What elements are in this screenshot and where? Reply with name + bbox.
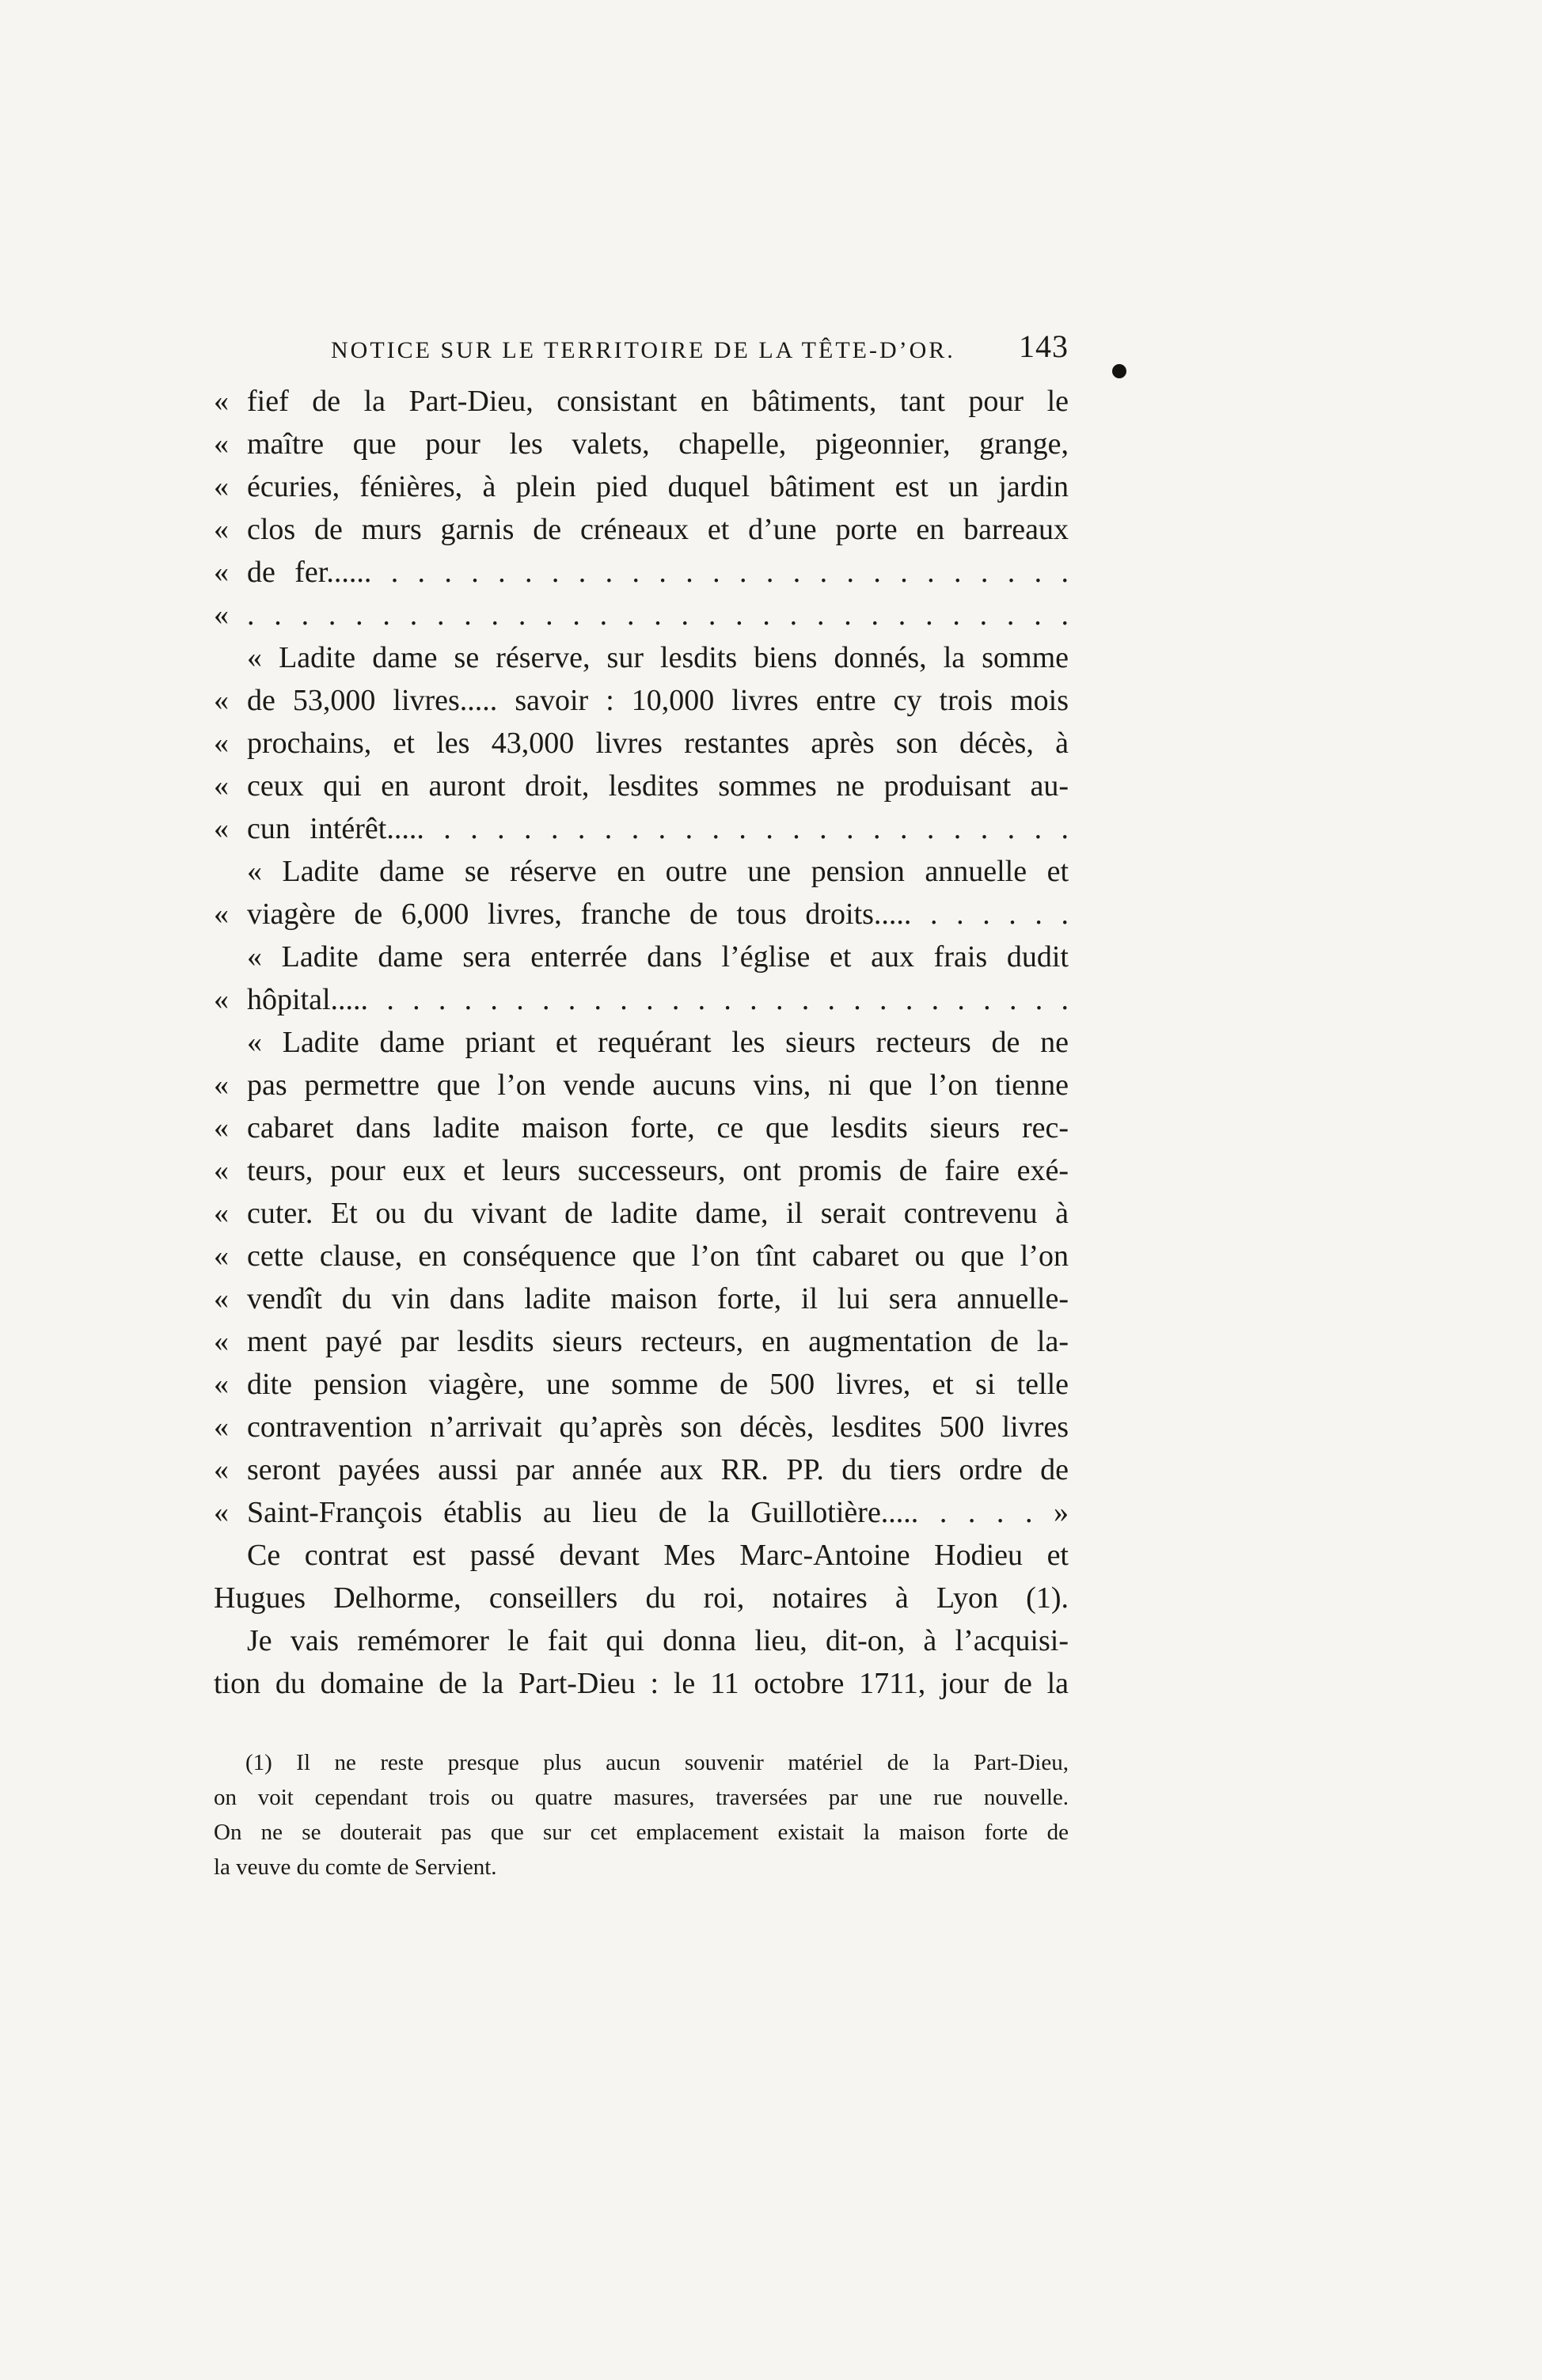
line-text: Hugues Delhorme, conseillers du roi, notaires à Lyon (1). [214, 1581, 1069, 1615]
text-line [214, 807, 1069, 850]
text-line [214, 551, 1069, 594]
quote-mark: « [214, 1496, 229, 1529]
line-text: « Ladite dame priant et requérant les sieurs recteurs de ne [247, 1026, 1069, 1059]
text-line [214, 679, 1069, 722]
text-line [214, 1320, 1069, 1363]
line-text: cun intérêt..... . . . . . . . . . . . . . . . . . . . . . . . . [247, 812, 1069, 845]
line-text: viagère de 6,000 livres, franche de tous droits..... . . . . . . [247, 898, 1069, 931]
line-text: « Ladite dame se réserve en outre une pension annuelle et [247, 855, 1069, 888]
text-line [214, 1021, 1069, 1064]
text-line [214, 850, 1069, 893]
quote-mark: « [214, 385, 229, 418]
line-text: seront payées aussi par année aux RR. PP. du tiers ordre de [247, 1453, 1069, 1486]
text-line [214, 978, 1069, 1021]
quote-mark: « [214, 1239, 229, 1273]
text-line [214, 1064, 1069, 1106]
page-number: 143 [1019, 328, 1069, 364]
quote-mark: « [214, 1282, 229, 1315]
text-line [214, 1235, 1069, 1277]
line-text: Je vais remémorer le fait qui donna lieu, dit-on, à l’acquisi- [247, 1624, 1069, 1657]
quote-mark: « [214, 427, 229, 461]
quote-mark: « [214, 1325, 229, 1358]
line-text: ment payé par lesdits sieurs recteurs, en augmentation de la- [247, 1325, 1069, 1358]
footnote-line [214, 1850, 1069, 1885]
line-text: de fer...... . . . . . . . . . . . . . . . . . . . . . . . . . . [247, 556, 1069, 589]
body-text [214, 380, 1069, 1705]
line-text: « Ladite dame sera enterrée dans l’église et aux frais dudit [247, 940, 1069, 974]
line-text: teurs, pour eux et leurs successeurs, ont promis de faire exé- [247, 1154, 1069, 1187]
quote-mark: « [214, 1453, 229, 1486]
quote-mark: « [214, 1368, 229, 1401]
running-head: NOTICE SUR LE TERRITOIRE DE LA TÊTE-D’OR. [331, 337, 955, 363]
line-text: ceux qui en auront droit, lesdites sommes ne produisant au- [247, 769, 1069, 803]
text-line [214, 1106, 1069, 1149]
line-text: écuries, fénières, à plein pied duquel bâtiment est un jardin [247, 470, 1069, 503]
ink-blot [1112, 364, 1126, 378]
quote-mark: « [214, 513, 229, 546]
line-text: Ce contrat est passé devant Mes Marc-Antoine Hodieu et [247, 1539, 1069, 1572]
line-text: cuter. Et ou du vivant de ladite dame, il serait contrevenu à [247, 1197, 1069, 1230]
line-text: prochains, et les 43,000 livres restantes après son décès, à [247, 727, 1069, 760]
line-text: de 53,000 livres..... savoir : 10,000 livres entre cy trois mois [247, 684, 1069, 717]
quote-mark: « [214, 1154, 229, 1187]
quote-mark: « [214, 598, 229, 632]
quote-mark: « [214, 812, 229, 845]
line-text: . . . . . . . . . . . . . . . . . . . . . . . . . . . . . . . [247, 598, 1069, 632]
line-text: cette clause, en conséquence que l’on tînt cabaret ou que l’on [247, 1239, 1069, 1273]
quote-mark: « [214, 898, 229, 931]
page-header [214, 326, 1069, 374]
text-line [214, 1363, 1069, 1406]
text-line [214, 380, 1069, 423]
footnote-line [214, 1745, 1069, 1780]
text-line [214, 508, 1069, 551]
line-text: clos de murs garnis de créneaux et d’une porte en barreaux [247, 513, 1069, 546]
footnote-text: on voit cependant trois ou quatre masures, traversées par une rue nouvelle. [214, 1785, 1069, 1810]
text-line [214, 893, 1069, 936]
text-line [214, 936, 1069, 978]
line-text: cabaret dans ladite maison forte, ce que lesdits sieurs rec- [247, 1111, 1069, 1144]
line-text: Saint-François établis au lieu de la Guillotière..... . . . . » [247, 1496, 1069, 1529]
text-line [214, 636, 1069, 679]
footnote-line [214, 1815, 1069, 1850]
footnote-text: la veuve du comte de Servient. [214, 1854, 497, 1880]
text-line [214, 465, 1069, 508]
quote-mark: « [214, 684, 229, 717]
quote-mark: « [214, 1111, 229, 1144]
line-text: « Ladite dame se réserve, sur lesdits biens donnés, la somme [247, 641, 1069, 674]
text-line [214, 1277, 1069, 1320]
quote-mark: « [214, 769, 229, 803]
line-text: dite pension viagère, une somme de 500 livres, et si telle [247, 1368, 1069, 1401]
text-line [214, 1192, 1069, 1235]
quote-mark: « [214, 727, 229, 760]
quote-mark: « [214, 1197, 229, 1230]
text-line [214, 1149, 1069, 1192]
footnote-text: (1) Il ne reste presque plus aucun souvenir matériel de la Part-Dieu, [245, 1750, 1069, 1775]
line-text: maître que pour les valets, chapelle, pigeonnier, grange, [247, 427, 1069, 461]
text-line [214, 765, 1069, 807]
quote-mark: « [214, 1069, 229, 1102]
text-line [214, 594, 1069, 636]
footnote [214, 1745, 1069, 1885]
text-line [214, 1619, 1069, 1662]
text-line [214, 1448, 1069, 1491]
quote-mark: « [214, 1410, 229, 1444]
quote-mark: « [214, 983, 229, 1016]
line-text: hôpital..... . . . . . . . . . . . . . . . . . . . . . . . . . . . [247, 983, 1069, 1016]
footnote-text: On ne se douterait pas que sur cet emplacement existait la maison forte de [214, 1820, 1069, 1845]
quote-mark: « [214, 470, 229, 503]
text-line [214, 423, 1069, 465]
text-line [214, 1534, 1069, 1577]
text-line [214, 1577, 1069, 1619]
text-line [214, 1406, 1069, 1448]
line-text: contravention n’arrivait qu’après son décès, lesdites 500 livres [247, 1410, 1069, 1444]
line-text: pas permettre que l’on vende aucuns vins, ni que l’on tienne [247, 1069, 1069, 1102]
text-line [214, 1662, 1069, 1705]
line-text: fief de la Part-Dieu, consistant en bâtiments, tant pour le [247, 385, 1069, 418]
line-text: vendît du vin dans ladite maison forte, il lui sera annuelle- [247, 1282, 1069, 1315]
text-line [214, 722, 1069, 765]
line-text: tion du domaine de la Part-Dieu : le 11 octobre 1711, jour de la [214, 1667, 1069, 1700]
quote-mark: « [214, 556, 229, 589]
footnote-line [214, 1780, 1069, 1815]
text-line [214, 1491, 1069, 1534]
